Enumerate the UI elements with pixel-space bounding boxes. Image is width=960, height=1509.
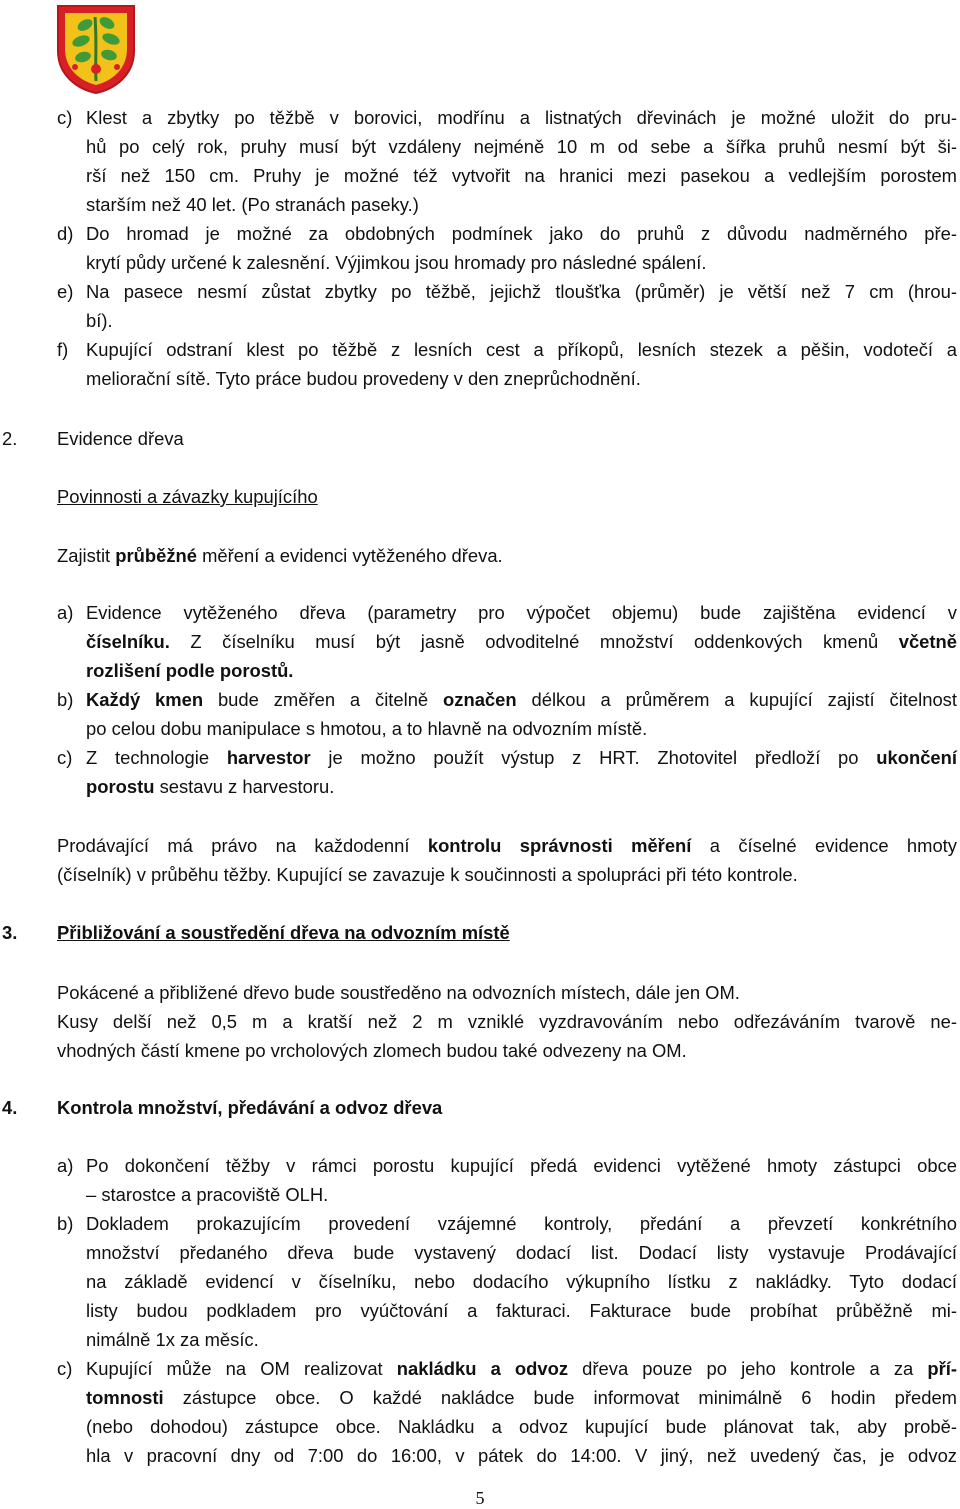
list-item: c) Kupující může na OM realizovat nakládku a odvoz dřeva pouze po jeho kontrole a za pří- tomnosti zástupce obce. O každé nakládce bude informovat minimálně 6 hodin předem (nebo dohodou) zástupce obce. Nakládku a odvoz kupující bude plánovat tak, aby probě- hla v pracovní dny od 7:00 do 16:00, v pátek do 14:00. V jiný, než uvedený čas, je odvoz: [57, 1358, 957, 1466]
section2-paragraph: Prodávající má právo na každodenní kontrolu správnosti měření a číselné evidence hmoty (číselník) v průběhu těžby. Kupující se zavazuje k součinnosti a spolupráci při této kontrole.: [57, 835, 957, 885]
section3-body: Pokácené a přibližené dřevo bude soustředěno na odvozních místech, dále jen OM. Kusy delší než 0,5 m a kratší než 2 m vzniklé vyzdravováním nebo odřezáváním tvarově ne- vhodných částí kmene po vrcholových zlomech budou také odvezeny na OM.: [57, 982, 957, 1061]
page-number: 5: [475, 1488, 485, 1508]
section-4-heading: 4. Kontrola množství, předávání a odvoz dřeva: [2, 1097, 443, 1118]
section-2-intro: Zajistit průběžné měření a evidenci vytěženého dřeva.: [57, 545, 503, 566]
section-3-heading: 3. Přibližování a soustředění dřeva na odvozním místě: [2, 922, 510, 943]
municipal-coat-of-arms-icon: [55, 3, 137, 95]
list-item: b) Každý kmen bude změřen a čitelně označen délkou a průměrem a kupující zajistí čitelnost po celou dobu manipulace s hmotou, a to hlavně na odvozním místě.: [57, 689, 957, 739]
list-item: a) Evidence vytěženého dřeva (parametry pro výpočet objemu) bude zajištěna evidencí v číselníku. Z číselníku musí být jasně odvoditelné množství oddenkových kmenů včetně rozlišení podle porostů.: [57, 602, 957, 681]
section2-items: [57, 598, 957, 801]
list-item: c) Klest a zbytky po těžbě v borovici, modřínu a listnatých dřevinách je možné uložit do pru- hů po celý rok, pruhy musí být vzdáleny nejméně 10 m od sebe a šířka pruhů nesmí být ši- rší než 150 cm. Pruhy je možné též vytvořit na hranici mezi pasekou a vedlejším porostem starším než 40 let. (Po stranách paseky.): [57, 107, 957, 215]
list-item: d) Do hromad je možné za obdobných podmínek jako do pruhů z důvodu nadměrného pře- krytí půdy určené k zalesnění. Výjimkou jsou hromady pro následné spálení.: [57, 223, 957, 273]
section4-items: [57, 1151, 957, 1470]
list-item: f) Kupující odstraní klest po těžbě z lesních cest a příkopů, lesních stezek a pěšin, vodotečí a meliorační sítě. Tyto práce budou provedeny v den zneprůchodnění.: [57, 339, 957, 389]
section1-items: [57, 103, 957, 393]
list-item: b) Dokladem prokazujícím provedení vzájemné kontroly, předání a převzetí konkrétního množství předaného dřeva bude vystavený dodací list. Dodací listy vystavuje Prodávající na základě evidencí v číselníku, nebo dodacího výkupního lístku z nakládky. Tyto dodací listy budou podkladem pro vyúčtování a fakturaci. Fakturace bude probíhat průběžně mi- nimálně 1x za měsíc.: [57, 1213, 957, 1350]
section-2-subtitle: Povinnosti a závazky kupujícího: [57, 486, 318, 507]
list-item: e) Na pasece nesmí zůstat zbytky po těžbě, jejichž tloušťka (průměr) je větší než 7 cm (hrou- bí).: [57, 281, 957, 331]
list-item: c) Z technologie harvestor je možno použít výstup z HRT. Zhotovitel předloží po ukončení porostu sestavu z harvestoru.: [57, 747, 957, 797]
section-2-heading: 2. Evidence dřeva: [2, 428, 184, 449]
list-item: a) Po dokončení těžby v rámci porostu kupující předá evidenci vytěžené hmoty zástupci obce – starostce a pracoviště OLH.: [57, 1155, 957, 1205]
